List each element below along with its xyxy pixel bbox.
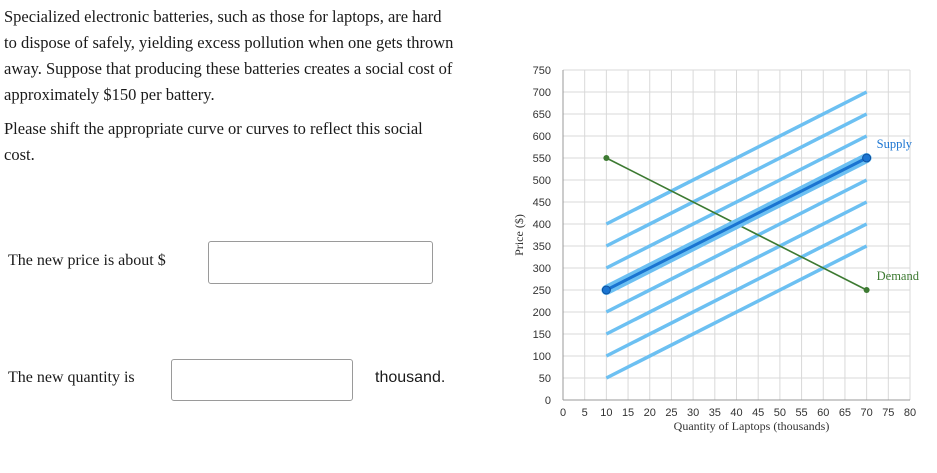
problem-paragraph-2: Please shift the appropriate curve or curves to reflect this social cost.	[4, 119, 423, 164]
x-tick-label: 10	[600, 407, 613, 419]
price-label: The new price is about $	[8, 252, 166, 269]
x-axis-title: Quantity of Laptops (thousands)	[673, 419, 830, 433]
quantity-input[interactable]	[171, 359, 353, 401]
y-tick-label: 400	[532, 219, 551, 231]
x-tick-label: 55	[795, 407, 808, 419]
x-tick-label: 35	[708, 407, 721, 419]
x-tick-labels	[560, 407, 916, 419]
y-tick-label: 450	[532, 197, 551, 209]
y-tick-label: 300	[532, 263, 551, 275]
x-tick-label: 75	[882, 407, 895, 419]
x-tick-label: 0	[559, 407, 567, 419]
x-tick-label: 15	[621, 407, 635, 419]
demand-point[interactable]	[603, 155, 609, 161]
y-tick-labels	[533, 65, 551, 407]
x-tick-label: 50	[773, 407, 786, 419]
y-tick-label: 100	[532, 351, 551, 363]
y-tick-label: 750	[532, 65, 551, 77]
x-tick-label: 70	[860, 407, 873, 419]
y-tick-label: 150	[532, 329, 551, 341]
x-tick-label: 25	[665, 407, 678, 419]
y-tick-label: 700	[532, 87, 551, 99]
problem-text	[4, 4, 454, 176]
x-tick-label: 80	[903, 407, 917, 419]
x-tick-label: 65	[838, 407, 852, 419]
y-tick-label: 350	[532, 241, 551, 253]
y-tick-label: 0	[544, 395, 551, 407]
x-tick-label: 45	[752, 407, 765, 419]
y-tick-label: 250	[532, 285, 551, 297]
y-tick-label: 200	[532, 307, 551, 319]
x-tick-label: 30	[687, 407, 700, 419]
price-input[interactable]	[208, 241, 433, 284]
y-axis-title: Price ($)	[512, 214, 526, 256]
supply-handle[interactable]	[602, 286, 610, 294]
y-tick-label: 500	[532, 175, 551, 187]
quantity-unit-label: thousand.	[375, 369, 446, 386]
demand-label: Demand	[876, 269, 919, 283]
supply-demand-chart[interactable]	[505, 55, 930, 445]
problem-paragraph-1: Specialized electronic batteries, such as those for laptops, are hard to dispose of safely, yielding excess pollution when one gets thrown away. Suppose that producing these batteries creates a social cost of approximately $150 per battery.	[4, 7, 454, 104]
x-tick-label: 40	[730, 407, 743, 419]
x-tick-label: 20	[643, 407, 656, 419]
y-tick-label: 650	[532, 109, 551, 121]
y-tick-label: 550	[532, 153, 551, 165]
y-tick-label: 600	[532, 131, 551, 143]
quantity-label: The new quantity is	[8, 369, 135, 386]
x-tick-label: 60	[817, 407, 830, 419]
supply-handle[interactable]	[863, 154, 871, 162]
y-tick-label: 50	[538, 373, 551, 385]
demand-point[interactable]	[864, 287, 870, 293]
x-tick-label: 5	[581, 407, 588, 419]
supply-label: Supply	[876, 137, 913, 151]
